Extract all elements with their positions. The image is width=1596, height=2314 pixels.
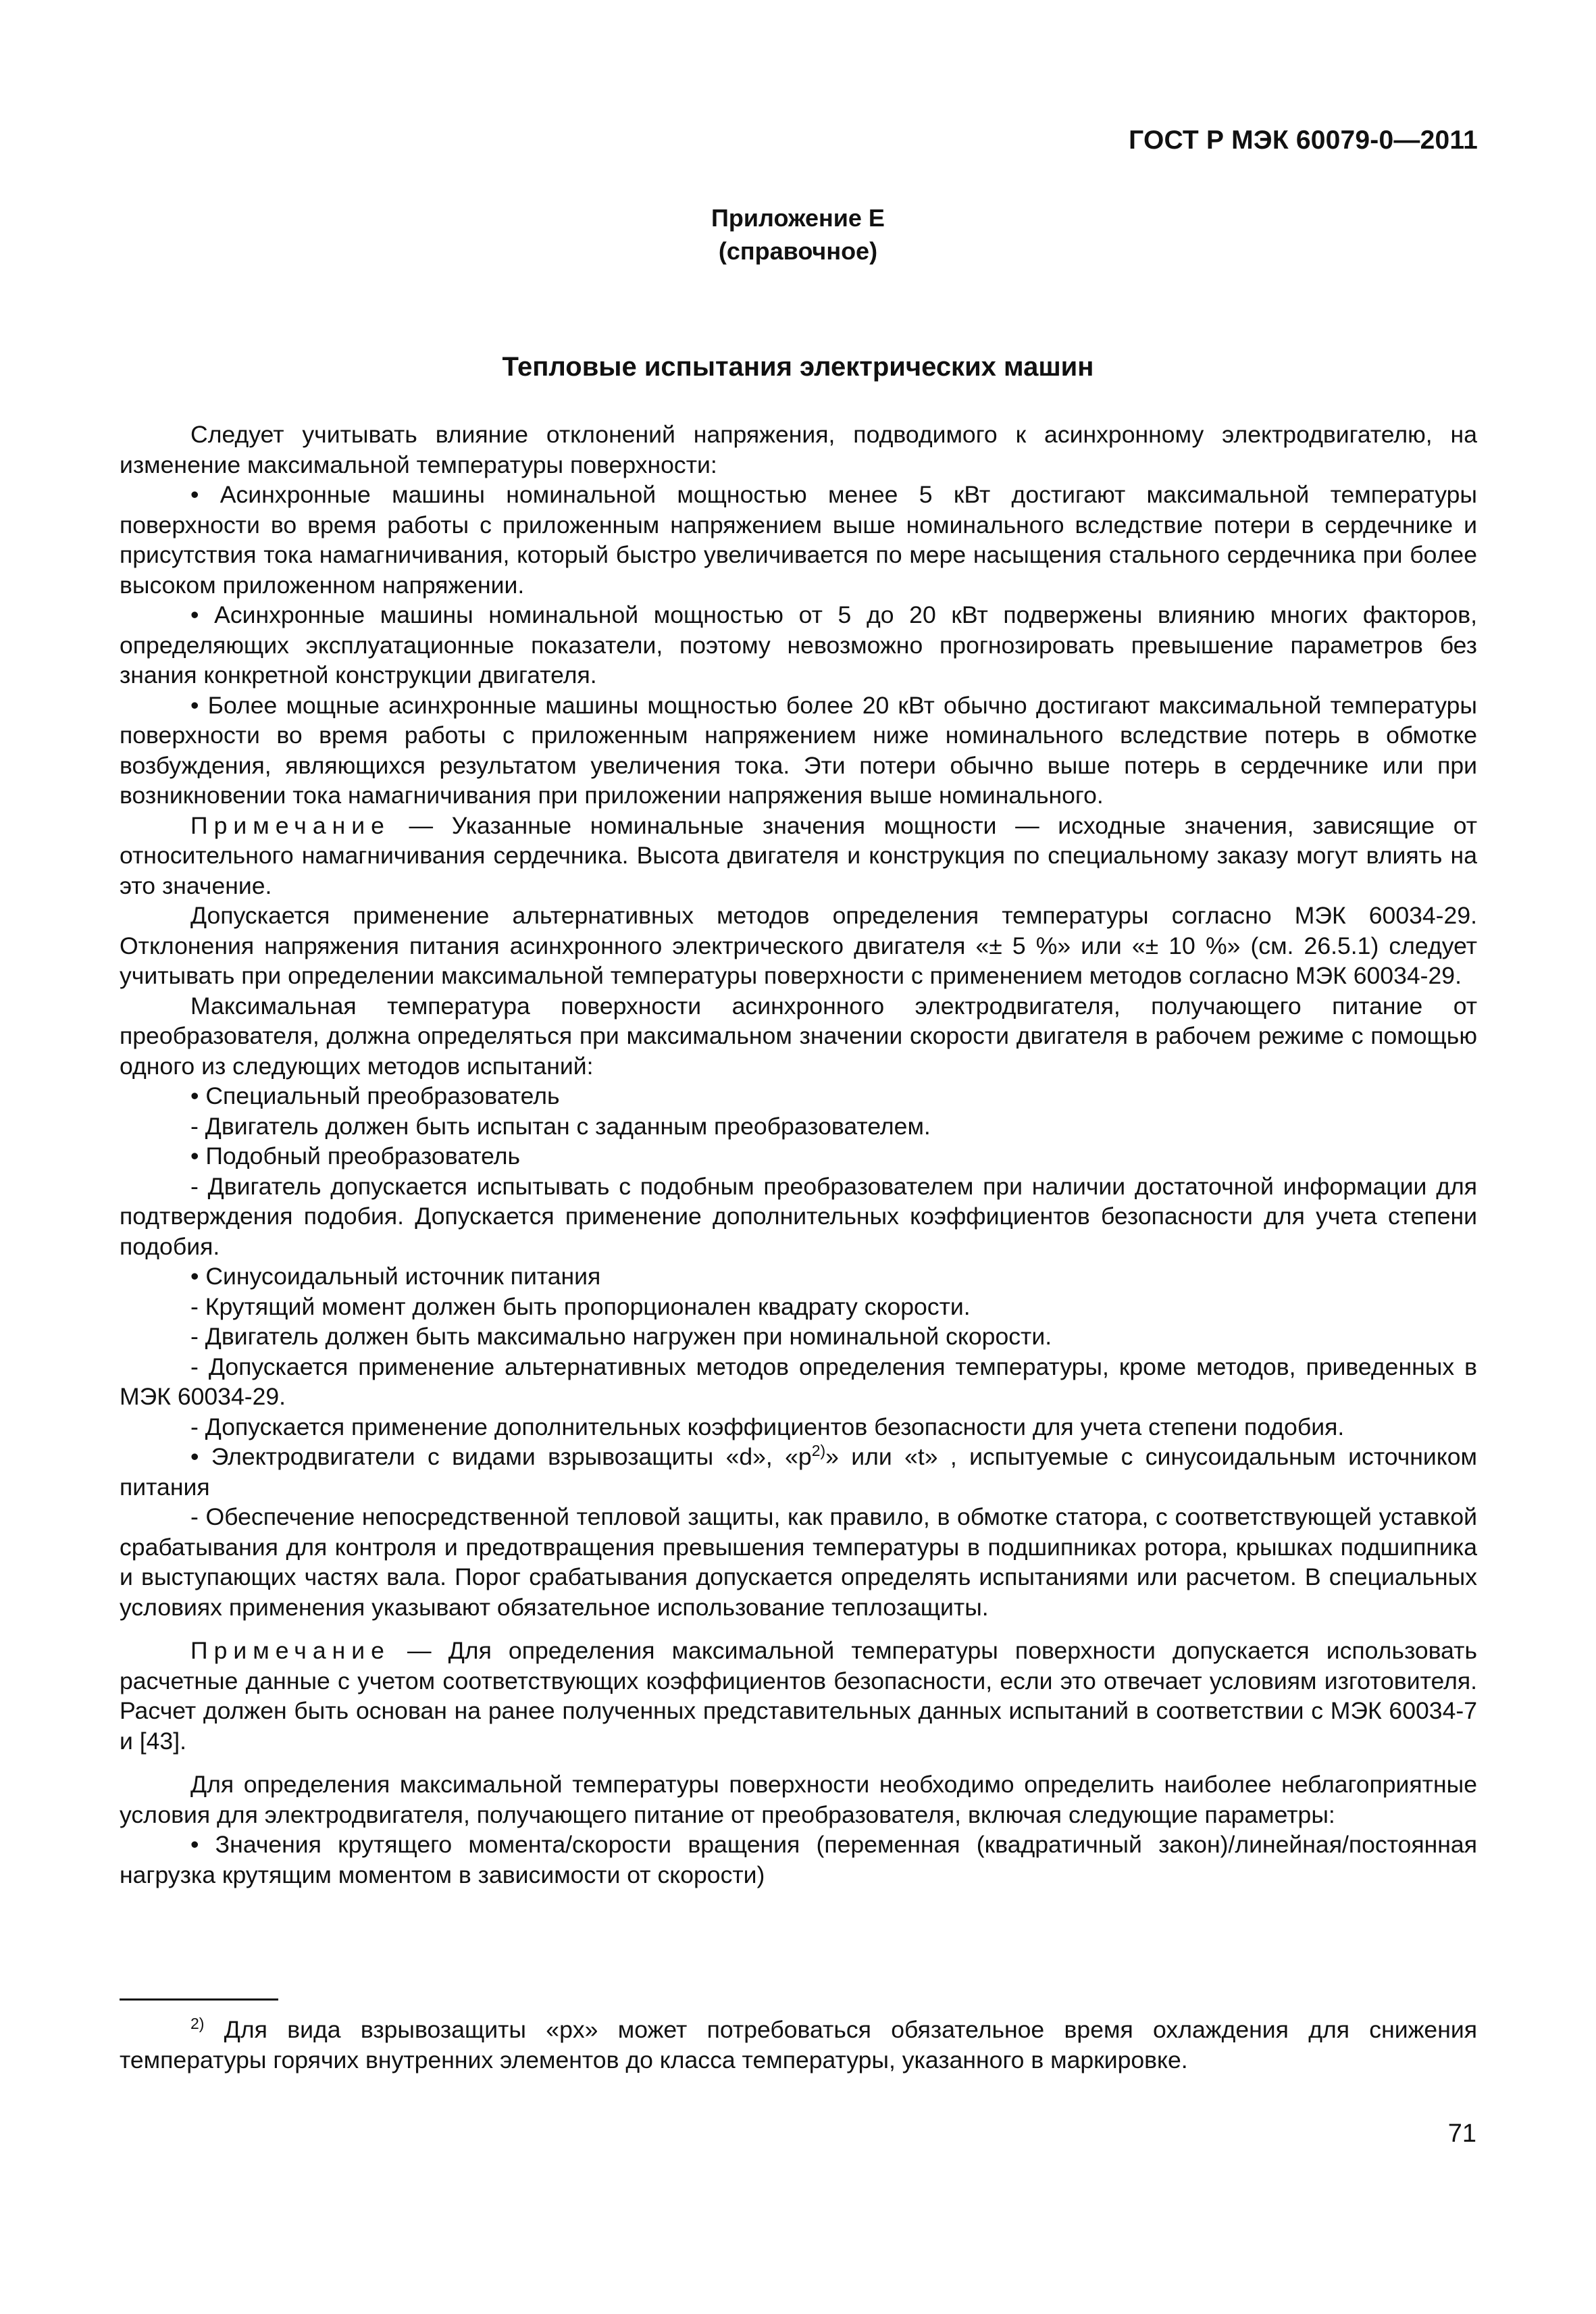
footnote [120, 2015, 1477, 2075]
dash-item: - Двигатель должен быть максимально нагружен при номинальной скорости. [190, 1323, 1052, 1350]
annex-status: (справочное) [718, 237, 878, 265]
bullet-item [120, 1442, 1477, 1502]
bullet-text: • Электродвигатели с видами взрывозащиты «d», «p [190, 1443, 812, 1470]
section-title: Тепловые испытания электрических машин [502, 352, 1094, 382]
note-text: — Для определения максимальной температуры поверхности допускается использовать расчетные данные с учетом соответствующих коэффициентов безопасности, если это отвечает условиям изготовителя. Расчет должен быть основан на ранее полученных представительных данных испытаний в соответствии с МЭК 60034-7 и [43]. [120, 1637, 1477, 1755]
page-number: 71 [1447, 2119, 1476, 2148]
dash-item: - Двигатель должен быть испытан с заданным преобразователем. [190, 1112, 931, 1140]
bullet-item: • Асинхронные машины номинальной мощностью менее 5 кВт достигают максимальной температуры поверхности во время работы с приложенным напряжением выше номинального вследствие потери в сердечнике и присутствия тока намагничивания, который быстро увеличивается по мере насыщения стального сердечника при более высоком приложенном напряжении. [120, 481, 1477, 599]
footnote-reference[interactable]: 2) [811, 1442, 826, 1460]
note-paragraph [120, 811, 1477, 901]
paragraph: Следует учитывать влияние отклонений напряжения, подводимого к асинхронному электродвигателю, на изменение максимальной температуры поверхности: [120, 421, 1477, 478]
bullet-item: • Асинхронные машины номинальной мощностью от 5 до 20 кВт подвержены влиянию многих факторов, определяющих эксплуатационные показатели, поэтому невозможно прогнозировать превышение параметров без знания конкретной конструкции двигателя. [120, 601, 1477, 688]
dash-item: - Допускается применение альтернативных методов определения температуры, кроме методов, приведенных в МЭК 60034-29. [120, 1353, 1477, 1410]
note-label: Примечание [190, 811, 390, 839]
note-paragraph [120, 1636, 1477, 1756]
paragraph: Для определения максимальной температуры поверхности необходимо определить наиболее неблагоприятные условия для электродвигателя, получающего питание от преобразователя, включая следующие параметры: [120, 1771, 1477, 1828]
annex-title: Приложение Е [711, 204, 885, 232]
bullet-item: • Специальный преобразователь [190, 1082, 560, 1109]
note-label: Примечание [190, 1637, 390, 1664]
annex-heading [0, 201, 1596, 268]
note-text: — Указанные номинальные значения мощности — исходные значения, зависящие от относительного намагничивания сердечника. Высота двигателя и конструкция по специальному заказу могут влиять на это значение. [120, 811, 1477, 899]
dash-item: - Двигатель допускается испытывать с подобным преобразователем при наличии достаточной информации для подтверждения подобия. Допускается применение дополнительных коэффициентов безопасности для учета степени подобия. [120, 1172, 1477, 1260]
bullet-item: • Более мощные асинхронные машины мощностью более 20 кВт обычно достигают максимальной температуры поверхности во время работы с приложенным напряжением ниже номинального вследствие потерь в обмотке возбуждения, являющихся результатом увеличения тока. Эти потери обычно выше потерь в сердечнике или при возникновении тока намагничивания при приложении напряжения выше номинального. [120, 691, 1477, 809]
bullet-item: • Значения крутящего момента/скорости вращения (переменная (квадратичный закон)/линейная/постоянная нагрузка крутящим моментом в зависимости от скорости) [120, 1831, 1477, 1888]
dash-item: - Обеспечение непосредственной тепловой защиты, как правило, в обмотке статора, с соответствующей уставкой срабатывания для контроля и предотвращения превышения температуры в подшипниках ротора, крышках подшипника и выступающих частях вала. Порог срабатывания допускается определять испытаниями или расчетом. В специальных условиях применения указывают обязательное использование теплозащиты. [120, 1503, 1477, 1621]
footnote-text: Для вида взрывозащиты «px» может потребоваться обязательное время охлаждения для снижения температуры горячих внутренних элементов до класса температуры, указанного в маркировке. [120, 2016, 1477, 2073]
body-text [120, 420, 1477, 1890]
paragraph: Максимальная температура поверхности асинхронного электродвигателя, получающего питание от преобразователя, должна определяться при максимальном значении скорости двигателя в рабочем режиме с помощью одного из следующих методов испытаний: [120, 992, 1477, 1080]
bullet-item: • Синусоидальный источник питания [190, 1263, 601, 1290]
bullet-item: • Подобный преобразователь [190, 1142, 520, 1169]
dash-item: - Допускается применение дополнительных коэффициентов безопасности для учета степени подобия. [190, 1413, 1345, 1440]
standard-code: ГОСТ Р МЭК 60079-0—2011 [1129, 126, 1478, 155]
footnote-marker: 2) [190, 2015, 205, 2033]
bullet-text: » или «t» , испытуемые с синусоидальным источником питания [120, 1443, 1477, 1501]
dash-item: - Крутящий момент должен быть пропорционален квадрату скорости. [190, 1292, 971, 1320]
paragraph: Допускается применение альтернативных методов определения температуры согласно МЭК 60034-29. Отклонения напряжения питания асинхронного электрического двигателя «± 5 %» или «± 10 %» (см. 26.5.1) следует учитывать при определении максимальной температуры поверхности с применением методов согласно МЭК 60034-29. [120, 902, 1477, 989]
footnote-separator [120, 1998, 278, 2001]
